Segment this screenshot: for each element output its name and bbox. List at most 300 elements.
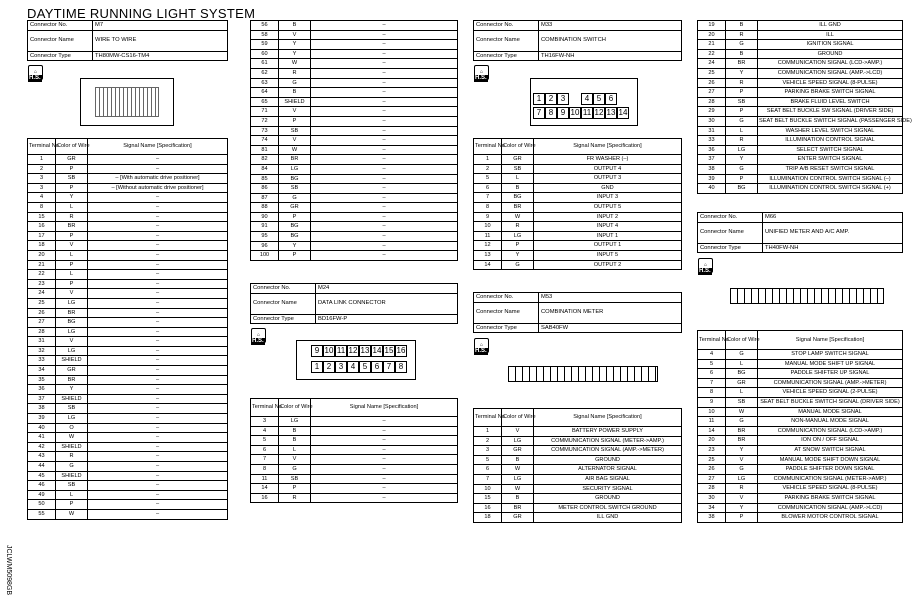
table-row [474, 446, 682, 456]
wire-color: Y [726, 445, 758, 455]
signal-name: – [311, 455, 458, 465]
terminal-no: 18 [28, 241, 56, 251]
wire-color: P [726, 513, 758, 523]
terminal-no: 11 [251, 474, 279, 484]
table-row [28, 375, 228, 385]
signal-name: ENTER SWITCH SIGNAL [758, 155, 903, 165]
signal-name: STOP LAMP SWITCH SIGNAL [758, 350, 903, 360]
wire-color: BG [726, 369, 758, 379]
terminal-no: 8 [28, 202, 56, 212]
table-row [698, 40, 903, 50]
table-row [474, 436, 682, 446]
terminal-no: 31 [28, 337, 56, 347]
wire-color: BR [726, 426, 758, 436]
signal-name: – [88, 423, 228, 433]
signal-name: MANUAL MODE SIGNAL [758, 407, 903, 417]
terminal-no: 1 [28, 155, 56, 165]
harness-side-icon: ⌂ H.S. [474, 338, 490, 355]
wire-color: V [56, 241, 88, 251]
signal-name: – [311, 484, 458, 494]
terminal-no: 3 [28, 183, 56, 193]
table-row [251, 174, 458, 184]
pin: 4 [581, 93, 593, 105]
signal-name: GROUND [534, 494, 682, 504]
table-row [251, 30, 458, 40]
pin: 12 [594, 108, 604, 117]
terminal-no: 90 [251, 212, 279, 222]
wire-color: R [726, 136, 758, 146]
wire-color: G [726, 40, 758, 50]
wire-color: BG [502, 193, 534, 203]
terminal-no: 39 [28, 414, 56, 424]
terminal-no: 36 [698, 145, 726, 155]
table-row [698, 155, 903, 165]
signal-name: – [311, 164, 458, 174]
table-row [28, 212, 228, 222]
terminal-no: 39 [698, 174, 726, 184]
signal-name: – [311, 184, 458, 194]
signal-name: AIR BAG SIGNAL [534, 474, 682, 484]
terminal-no: 64 [251, 88, 279, 98]
terminal-no: 14 [474, 260, 502, 270]
table-row [251, 126, 458, 136]
signal-name: – [311, 68, 458, 78]
signal-name: – [311, 136, 458, 146]
wire-color: G [279, 464, 311, 474]
signal-name: OUTPUT 1 [534, 241, 682, 251]
terminal-no: 95 [251, 232, 279, 242]
signal-name: – [311, 193, 458, 203]
terminal-no: 6 [251, 445, 279, 455]
table-row [251, 88, 458, 98]
table-row [698, 164, 903, 174]
wire-color: SHIELD [279, 97, 311, 107]
signal-name: INPUT 3 [534, 193, 682, 203]
signal-name: – [311, 426, 458, 436]
signal-name: – [88, 509, 228, 519]
signal-name: BLOWER MOTOR CONTROL SIGNAL [758, 513, 903, 523]
terminal-no: 38 [698, 164, 726, 174]
table-row [698, 350, 903, 360]
wire-color: B [279, 436, 311, 446]
wire-color: L [56, 270, 88, 280]
terminal-no: 24 [28, 289, 56, 299]
signal-name: ILL GND [758, 21, 903, 31]
table-row [251, 155, 458, 165]
terminal-no: 13 [474, 250, 502, 260]
table-row [698, 30, 903, 40]
table-row [28, 260, 228, 270]
table-row [698, 388, 903, 398]
terminal-no: 21 [28, 260, 56, 270]
wire-color: GR [502, 446, 534, 456]
wire-color: LG [502, 231, 534, 241]
wire-color: P [279, 212, 311, 222]
signal-name: – [88, 241, 228, 251]
table-row [698, 88, 903, 98]
signal-name: – [311, 474, 458, 484]
terminal-no: 27 [28, 318, 56, 328]
table-row [251, 21, 458, 31]
terminal-no: 9 [474, 212, 502, 222]
terminal-no: 11 [698, 417, 726, 427]
terminal-no: 43 [28, 452, 56, 462]
wire-color: W [502, 465, 534, 475]
pin: 10 [324, 346, 334, 355]
signal-name: – [88, 414, 228, 424]
table-row [251, 184, 458, 194]
terminal-no: 2 [474, 436, 502, 446]
terminal-no: 74 [251, 136, 279, 146]
wire-color: P [279, 251, 311, 261]
terminal-no: 46 [28, 481, 56, 491]
signal-name: – [88, 193, 228, 203]
connector-info-m24: Connector No. M24 Connector Name DATA LINK CONNECTOR Connector Type BD16FW-P [250, 283, 458, 324]
table-row [698, 174, 903, 184]
pin: 13 [606, 108, 616, 117]
terminal-no: 27 [698, 474, 726, 484]
wire-color: P [56, 260, 88, 270]
terminal-no: 4 [698, 350, 726, 360]
terminal-no: 22 [28, 270, 56, 280]
terminal-no: 25 [698, 68, 726, 78]
terminal-no: 3 [28, 174, 56, 184]
wire-color: G [726, 417, 758, 427]
table-row [474, 250, 682, 260]
signal-name: – [88, 366, 228, 376]
signal-name: TRIP A/B RESET SWITCH SIGNAL [758, 164, 903, 174]
terminal-no: 40 [28, 423, 56, 433]
table-row [28, 452, 228, 462]
terminal-no: 6 [698, 369, 726, 379]
wire-color: BR [502, 202, 534, 212]
wire-color: BR [56, 222, 88, 232]
table-row [474, 231, 682, 241]
terminal-no: 71 [251, 107, 279, 117]
table-row [474, 183, 682, 193]
wire-color: L [502, 174, 534, 184]
table-row [698, 445, 903, 455]
table-row [28, 404, 228, 414]
signal-name: ILLUMINATION CONTROL SIGNAL [758, 136, 903, 146]
wire-color: P [279, 484, 311, 494]
signal-name: VEHICLE SPEED SIGNAL (2-PULSE) [758, 388, 903, 398]
table-row [474, 241, 682, 251]
signal-name: – [311, 222, 458, 232]
connector-info-m53: Connector No. M53 Connector Name COMBINATION METER Connector Type SAB40FW [473, 292, 682, 333]
pin: 11 [336, 346, 346, 355]
terminal-no: 40 [698, 184, 726, 194]
wire-color: W [279, 59, 311, 69]
wire-color: SB [279, 126, 311, 136]
table-row [474, 260, 682, 270]
signal-name: SELECT SWITCH SIGNAL [758, 145, 903, 155]
table-row [698, 484, 903, 494]
terminal-no: 20 [698, 30, 726, 40]
table-row [474, 193, 682, 203]
signal-name: – [88, 155, 228, 165]
signal-name: – [88, 433, 228, 443]
wire-color: Y [56, 385, 88, 395]
signal-name: – [311, 155, 458, 165]
terminal-no: 19 [698, 21, 726, 31]
table-row [251, 107, 458, 117]
terminal-no: 7 [474, 193, 502, 203]
signal-name: METER CONTROL SWITCH GROUND [534, 503, 682, 513]
harness-side-icon: ⌂ H.S. [474, 65, 490, 82]
terminal-no: 84 [251, 164, 279, 174]
table-row [28, 356, 228, 366]
terminal-no: 6 [474, 465, 502, 475]
pin: 9 [311, 345, 323, 357]
signal-name: – [88, 279, 228, 289]
table-row [251, 116, 458, 126]
terminal-no: 33 [28, 356, 56, 366]
signal-name: – [311, 203, 458, 213]
table-row [474, 455, 682, 465]
signal-name: – [88, 231, 228, 241]
terminal-no: 38 [698, 513, 726, 523]
table-row [251, 68, 458, 78]
pin: 5 [593, 93, 605, 105]
wire-color: LG [56, 346, 88, 356]
table-row [698, 503, 903, 513]
signal-name: COMMUNICATION SIGNAL (AMP.->METER) [534, 446, 682, 456]
terminal-no: 8 [698, 388, 726, 398]
signal-name: – [88, 490, 228, 500]
terminal-no: 15 [474, 494, 502, 504]
wire-color: P [726, 107, 758, 117]
terminal-no: 50 [28, 500, 56, 510]
pin: 7 [533, 107, 545, 119]
wire-color: BG [279, 174, 311, 184]
terminal-no: 2 [28, 164, 56, 174]
terminal-no: 24 [698, 59, 726, 69]
signal-name: – [88, 356, 228, 366]
terminal-no: 42 [28, 442, 56, 452]
terminal-no: 1 [474, 427, 502, 437]
terminal-no: 14 [698, 426, 726, 436]
signal-name: PADDLE SHIFTER UP SIGNAL [758, 369, 903, 379]
terminal-no: 11 [474, 231, 502, 241]
signal-name: INPUT 2 [534, 212, 682, 222]
table-row [474, 212, 682, 222]
signal-name: – [311, 97, 458, 107]
signal-name: – [311, 241, 458, 251]
terminal-no: 34 [28, 366, 56, 376]
terminal-no: 96 [251, 241, 279, 251]
table-row [251, 78, 458, 88]
signal-name: ION ON / OFF SIGNAL [758, 436, 903, 446]
table-row [251, 164, 458, 174]
table-row [251, 232, 458, 242]
terminal-table-m7-continued [250, 20, 458, 261]
wire-color: BG [279, 232, 311, 242]
table-row [251, 445, 458, 455]
wire-color: V [279, 107, 311, 117]
pin: 10 [570, 108, 580, 117]
signal-name: OUTPUT 2 [534, 260, 682, 270]
signal-name: NON-MANUAL MODE SIGNAL [758, 417, 903, 427]
signal-name: – [88, 327, 228, 337]
wire-color: Y [502, 250, 534, 260]
harness-side-icon: ⌂ H.S. [698, 258, 714, 275]
table-row [251, 464, 458, 474]
signal-name: – [311, 251, 458, 261]
terminal-no: 10 [698, 407, 726, 417]
wire-color: G [726, 164, 758, 174]
table-row [474, 155, 682, 165]
signal-name: SEAT BELT BUCKLE SWITCH SIGNAL (DRIVER SIDE) [758, 397, 903, 407]
pin: 3 [557, 93, 569, 105]
signal-name: SEAT BELT BUCKLE SW SIGNAL (DRIVER SIDE) [758, 107, 903, 117]
table-row [698, 455, 903, 465]
table-row [474, 174, 682, 184]
wire-color: SHIELD [56, 394, 88, 404]
table-row [28, 308, 228, 318]
signal-name: WASHER LEVEL SWITCH SIGNAL [758, 126, 903, 136]
wire-color: GR [726, 378, 758, 388]
table-row [28, 183, 228, 193]
signal-name: – [88, 222, 228, 232]
wire-color: LG [502, 474, 534, 484]
wire-color: P [502, 241, 534, 251]
table-row [251, 474, 458, 484]
signal-name: INPUT 5 [534, 250, 682, 260]
table-row [28, 366, 228, 376]
signal-name: – [88, 471, 228, 481]
wire-color: P [56, 500, 88, 510]
signal-name: OUTPUT 5 [534, 202, 682, 212]
terminal-no: 22 [698, 49, 726, 59]
signal-name: OUTPUT 4 [534, 164, 682, 174]
terminal-no: 26 [698, 465, 726, 475]
table-row [251, 493, 458, 503]
wire-color: Y [279, 49, 311, 59]
terminal-no: 4 [28, 193, 56, 203]
terminal-no: 38 [28, 404, 56, 414]
signal-name: – [311, 40, 458, 50]
signal-name: – [88, 337, 228, 347]
wire-color: W [279, 145, 311, 155]
wire-color: BR [726, 59, 758, 69]
terminal-no: 4 [251, 426, 279, 436]
wire-color: BG [56, 318, 88, 328]
terminal-no: 28 [28, 327, 56, 337]
signal-name: – [311, 21, 458, 31]
wire-color: O [56, 423, 88, 433]
terminal-no: 3 [474, 446, 502, 456]
table-row [28, 250, 228, 260]
table-row [28, 414, 228, 424]
table-row [251, 97, 458, 107]
wire-color: L [726, 359, 758, 369]
table-row [28, 270, 228, 280]
terminal-no: 31 [698, 126, 726, 136]
terminal-no: 5 [251, 436, 279, 446]
table-row [474, 465, 682, 475]
table-row [28, 442, 228, 452]
terminal-no: 7 [698, 378, 726, 388]
pin: 5 [359, 361, 371, 373]
signal-name: PARKING BRAKE SWITCH SIGNAL [758, 88, 903, 98]
signal-name: GROUND [758, 49, 903, 59]
terminal-no: 28 [698, 484, 726, 494]
table-row [28, 509, 228, 519]
terminal-no: 62 [251, 68, 279, 78]
pin: 9 [557, 107, 569, 119]
table-row [698, 78, 903, 88]
table-row [474, 202, 682, 212]
table-row [251, 193, 458, 203]
table-row [251, 212, 458, 222]
signal-name: OUTPUT 3 [534, 174, 682, 184]
connector-face-m33 [530, 78, 638, 126]
wire-color: P [56, 183, 88, 193]
terminal-no: 7 [474, 474, 502, 484]
terminal-no: 49 [28, 490, 56, 500]
table-row [474, 222, 682, 232]
signal-name: – [88, 462, 228, 472]
signal-name: – [88, 346, 228, 356]
table-row [251, 455, 458, 465]
table-row [28, 500, 228, 510]
pin: 1 [311, 361, 323, 373]
signal-name: – [311, 78, 458, 88]
signal-name: – [88, 250, 228, 260]
wire-color: G [279, 78, 311, 88]
pin: 8 [395, 361, 407, 373]
signal-name: BATTERY POWER SUPPLY [534, 427, 682, 437]
terminal-no: 18 [474, 513, 502, 523]
signal-name: FR WASHER (–) [534, 155, 682, 165]
page-title: DAYTIME RUNNING LIGHT SYSTEM [27, 6, 256, 21]
signal-name: – [88, 452, 228, 462]
terminal-no: 1 [474, 155, 502, 165]
table-row [28, 346, 228, 356]
wire-color: B [726, 21, 758, 31]
wire-color: GR [56, 366, 88, 376]
table-row [251, 251, 458, 261]
table-row [474, 164, 682, 174]
terminal-no: 2 [474, 164, 502, 174]
wire-color: LG [56, 327, 88, 337]
table-row [474, 484, 682, 494]
wire-color: P [56, 279, 88, 289]
terminal-no: 10 [474, 222, 502, 232]
table-row [698, 21, 903, 31]
table-row [28, 193, 228, 203]
wire-color: B [726, 49, 758, 59]
signal-name: – [311, 493, 458, 503]
terminal-no: 61 [251, 59, 279, 69]
signal-name: – [88, 270, 228, 280]
table-row [28, 318, 228, 328]
signal-name: ILL [758, 30, 903, 40]
pin: 7 [383, 361, 395, 373]
wire-color: G [502, 260, 534, 270]
terminal-no: 14 [251, 484, 279, 494]
wire-color: P [726, 174, 758, 184]
terminal-no: 88 [251, 203, 279, 213]
table-row [698, 184, 903, 194]
wire-color: R [726, 484, 758, 494]
pin: 14 [372, 346, 382, 355]
terminal-no: 6 [474, 183, 502, 193]
signal-name: – [Without automatic drive positioner] [88, 183, 228, 193]
signal-name: – [311, 88, 458, 98]
wire-color: R [726, 78, 758, 88]
